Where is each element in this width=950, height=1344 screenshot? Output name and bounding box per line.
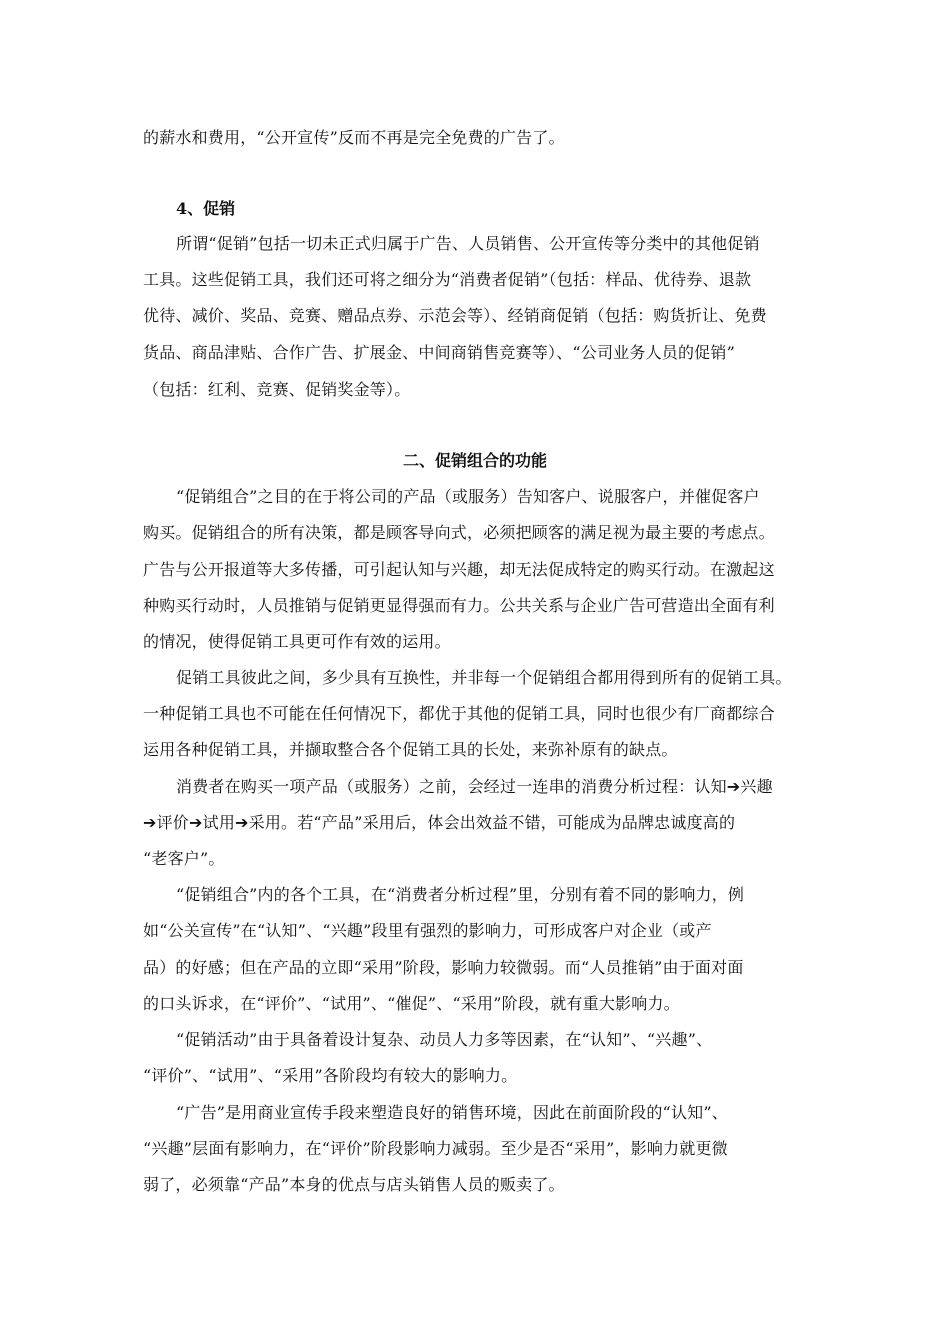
paragraph-line: “兴趣”层面有影响力，在“评价”阶段影响力减弱。至少是否“采用”，影响力就更微 [143,1139,728,1158]
paragraph-line: 弱了，必须靠“产品”本身的优点与店头销售人员的贩卖了。 [143,1175,565,1194]
paragraph-line: 品）的好感；但在产品的立即“采用”阶段，影响力较微弱。而“人员推销”由于面对面 [143,958,744,977]
paragraph-line: 如“公关宣传”在“认知”、“兴趣”段里有强烈的影响力，可形成客户对企业（或产 [143,921,712,940]
paragraph-line: 购买。促销组合的所有决策，都是顾客导向式，必须把顾客的满足视为最主要的考虑点。 [143,523,775,542]
paragraph-line: 运用各种促销工具，并撷取整合各个促销工具的长处，来弥补原有的缺点。 [143,740,678,759]
paragraph-line: 所谓“促销”包括一切未正式归属于广告、人员销售、公开宣传等分类中的其他促销 [176,234,760,253]
paragraph-line: “促销组合”内的各个工具，在“消费者分析过程”里，分别有着不同的影响力，例 [176,885,745,904]
paragraph-line: “老客户”。 [143,849,225,868]
paragraph-line: “促销组合”之目的在于将公司的产品（或服务）告知客户、说服客户，并催促客户 [176,487,760,506]
section-heading-promotion: 4、促销 [176,199,236,218]
paragraph-line: 优待、减价、奖品、竞赛、赠品点券、示范会等）、经销商促销（包括：购货折让、免费 [143,306,767,325]
paragraph-line: 的口头诉求，在“评价”、“试用”、“催促”、“采用”阶段，就有重大影响力。 [143,994,680,1013]
paragraph-line: “促销活动”由于具备着设计复杂、动员人力多等因素，在“认知”、“兴趣”、 [176,1030,713,1049]
paragraph-line: 种购买行动时，人员推销与促销更显得强而有力。公共关系与企业广告可营造出全面有利 [143,596,775,615]
paragraph-line: （包括：红利、竞赛、促销奖金等）。 [143,380,411,399]
paragraph-line: 广告与公开报道等大多传播，可引起认知与兴趣，却无法促成特定的购买行动。在激起这 [143,560,775,579]
paragraph-line: “评价”、“试用”、“采用”各阶段均有较大的影响力。 [143,1066,518,1085]
paragraph-line: 货品、商品津贴、合作广告、扩展金、中间商销售竞赛等）、“公司业务人员的促销” [143,343,735,362]
paragraph-line: 消费者在购买一项产品（或服务）之前，会经过一连串的消费分析过程：认知➔兴趣 [176,777,773,796]
paragraph-line: 一种促销工具也不可能在任何情况下，都优于其他的促销工具，同时也很少有厂商都综合 [143,704,775,723]
paragraph-line: 的薪水和费用，“公开宣传”反而不再是完全免费的广告了。 [143,128,565,147]
paragraph-line: ➔评价➔试用➔采用。若“产品”采用后，体会出效益不错，可能成为品牌忠诚度高的 [143,813,736,832]
section-heading-function: 二、促销组合的功能 [402,451,547,470]
paragraph-line: 工具。这些促销工具，我们还可将之细分为“消费者促销”（包括：样品、优待券、退款 [143,270,752,289]
paragraph-line: 促销工具彼此之间，多少具有互换性，并非每一个促销组合都用得到所有的促销工具。 [176,668,792,687]
paragraph-line: “广告”是用商业宣传手段来塑造良好的销售环境，因此在前面阶段的“认知”、 [176,1103,728,1122]
paragraph-line: 的情况，使得促销工具更可作有效的运用。 [143,632,451,651]
